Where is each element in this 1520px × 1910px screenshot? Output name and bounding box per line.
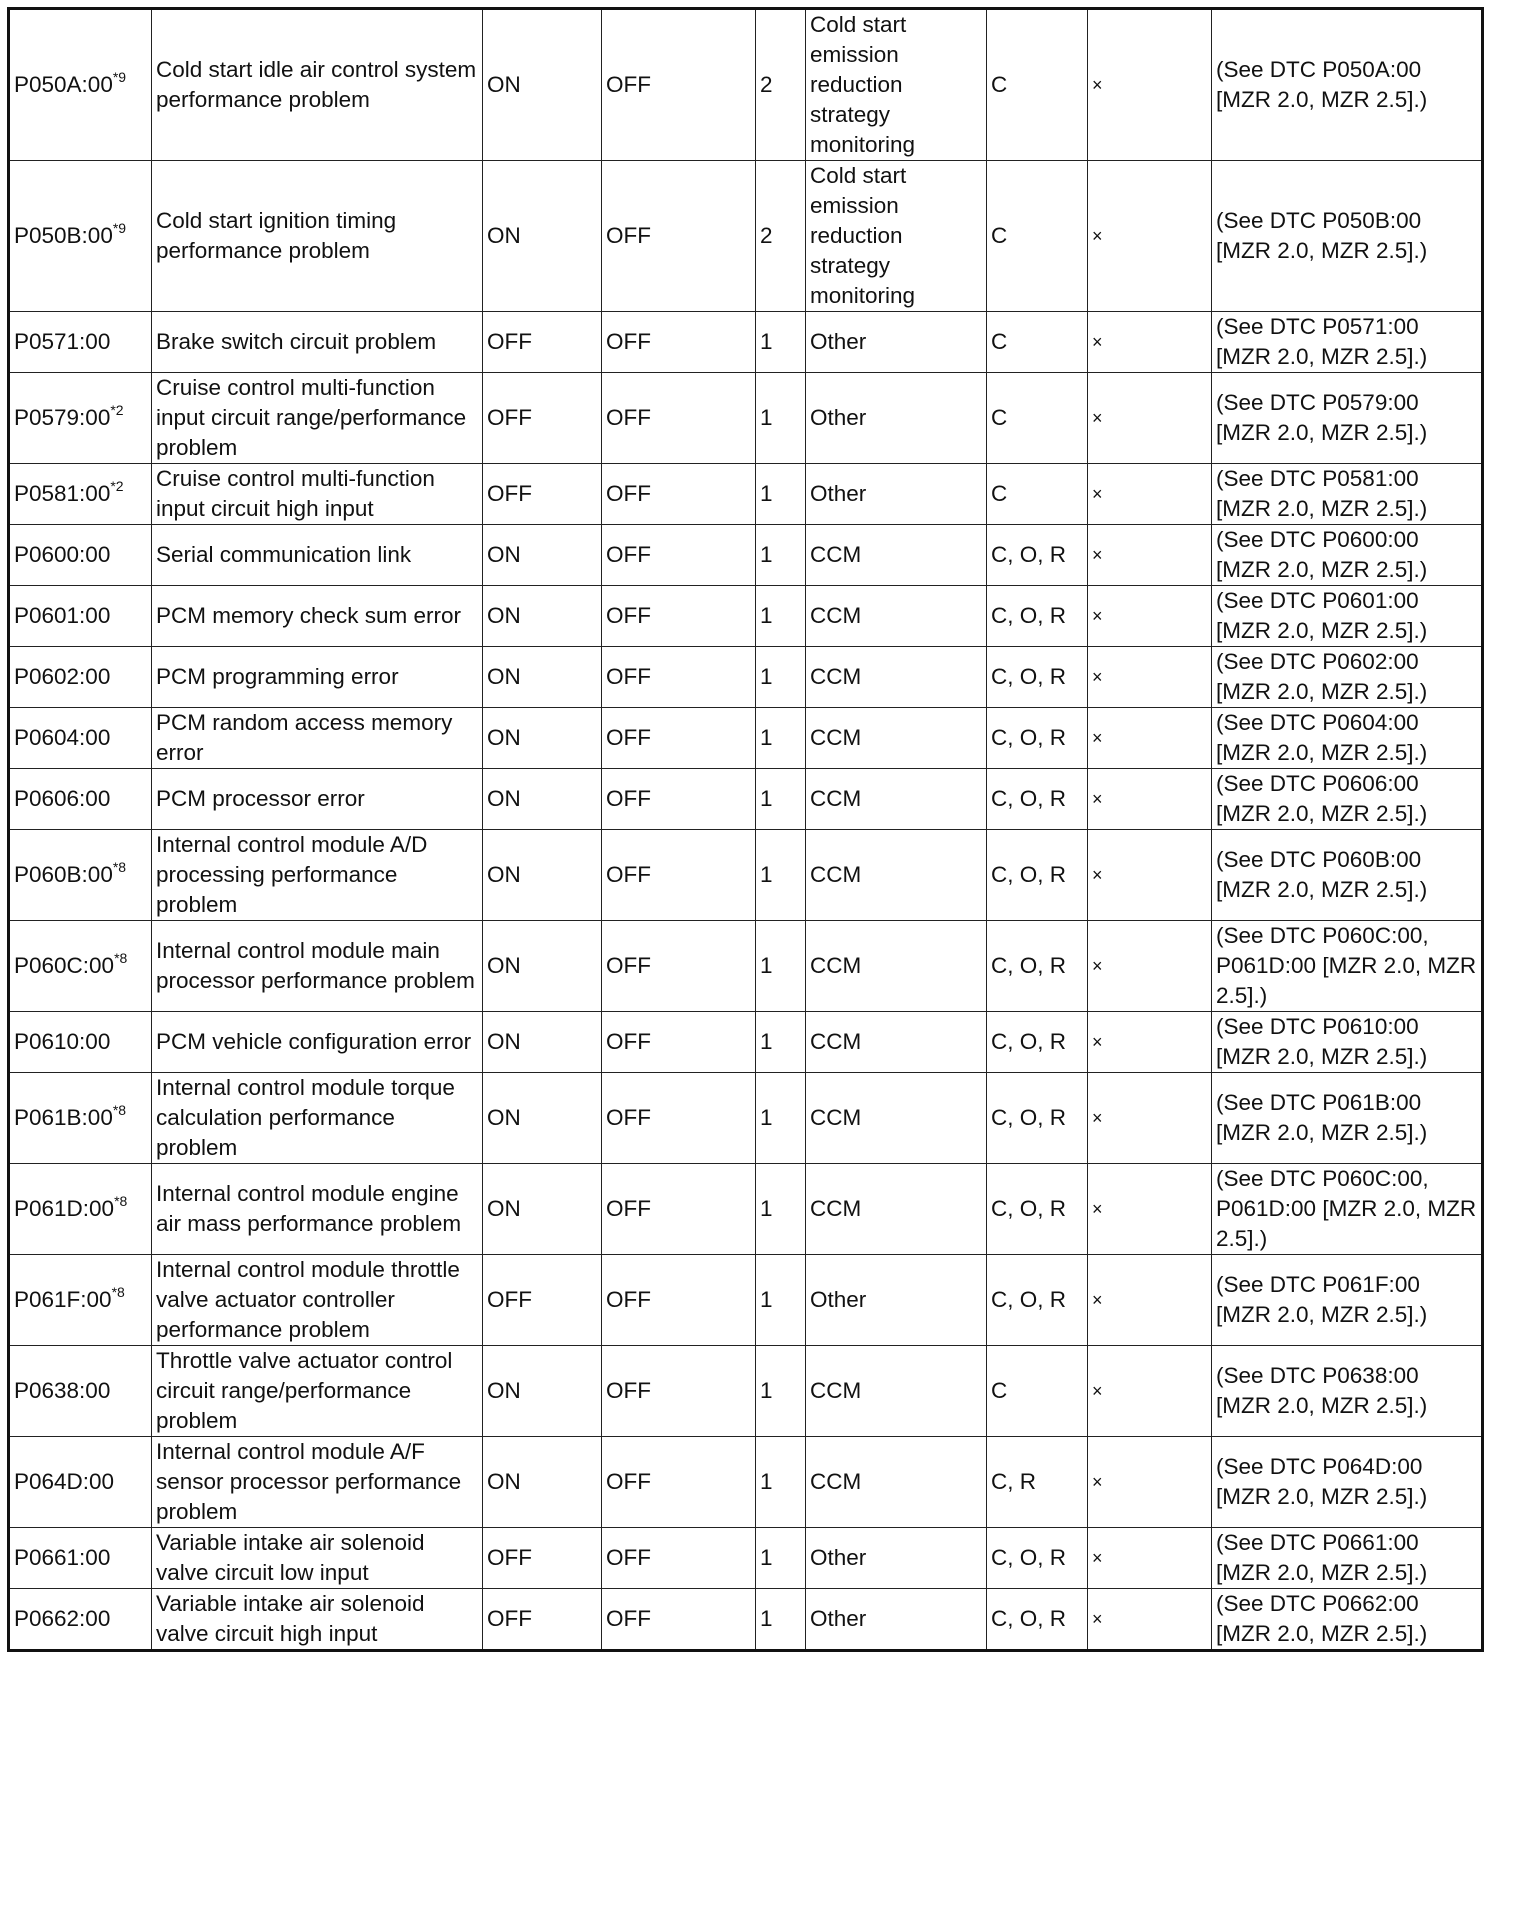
dc-cell: OFF bbox=[602, 1073, 756, 1164]
mark-cell: × bbox=[1088, 525, 1212, 586]
dtc-code: P061B:00 bbox=[14, 1105, 113, 1130]
mil-cell: ON bbox=[483, 1073, 602, 1164]
monitor-cell: CCM bbox=[806, 525, 987, 586]
dtc-code: P061F:00 bbox=[14, 1287, 112, 1312]
table-row bbox=[9, 1164, 1483, 1255]
table-row bbox=[9, 1437, 1483, 1528]
table-row bbox=[9, 1012, 1483, 1073]
table-row bbox=[9, 586, 1483, 647]
monitor-cell: CCM bbox=[806, 921, 987, 1012]
memory-cell: C bbox=[987, 373, 1088, 464]
dtc-code: P0571:00 bbox=[14, 329, 111, 354]
reference-cell: (See DTC P0581:00 [MZR 2.0, MZR 2.5].) bbox=[1212, 464, 1483, 525]
description-cell: Internal control module engine air mass performance problem bbox=[152, 1164, 483, 1255]
mil-cell: OFF bbox=[483, 373, 602, 464]
description-cell: PCM programming error bbox=[152, 647, 483, 708]
dtc-footnote: *8 bbox=[114, 949, 128, 966]
description-cell: Serial communication link bbox=[152, 525, 483, 586]
reference-cell: (See DTC P0601:00 [MZR 2.0, MZR 2.5].) bbox=[1212, 586, 1483, 647]
table-row bbox=[9, 373, 1483, 464]
dtc-code: P060C:00 bbox=[14, 953, 115, 978]
mil-cell: ON bbox=[483, 1346, 602, 1437]
dtc-code-cell bbox=[9, 1012, 152, 1073]
memory-cell: C, O, R bbox=[987, 769, 1088, 830]
memory-cell: C bbox=[987, 464, 1088, 525]
table-row bbox=[9, 9, 1483, 161]
memory-cell: C bbox=[987, 9, 1088, 161]
table-row bbox=[9, 921, 1483, 1012]
table-row bbox=[9, 525, 1483, 586]
description-cell: Internal control module main processor performance problem bbox=[152, 921, 483, 1012]
dc-cell: OFF bbox=[602, 769, 756, 830]
memory-cell: C, O, R bbox=[987, 1528, 1088, 1589]
monitor-cell: Other bbox=[806, 373, 987, 464]
dtc-footnote: *9 bbox=[112, 219, 127, 236]
memory-cell: C bbox=[987, 312, 1088, 373]
table-row bbox=[9, 1589, 1483, 1651]
trip-cell: 2 bbox=[756, 9, 806, 161]
dc-cell: OFF bbox=[602, 373, 756, 464]
dtc-code-cell bbox=[9, 9, 152, 161]
memory-cell: C, O, R bbox=[987, 1589, 1088, 1651]
memory-cell: C, O, R bbox=[987, 1255, 1088, 1346]
mark-cell: × bbox=[1088, 708, 1212, 769]
monitor-cell: CCM bbox=[806, 1164, 987, 1255]
mark-cell: × bbox=[1088, 769, 1212, 830]
dc-cell: OFF bbox=[602, 830, 756, 921]
dtc-code-cell bbox=[9, 1255, 152, 1346]
dtc-table bbox=[7, 7, 1484, 1652]
dc-cell: OFF bbox=[602, 586, 756, 647]
reference-cell: (See DTC P0638:00 [MZR 2.0, MZR 2.5].) bbox=[1212, 1346, 1483, 1437]
mil-cell: ON bbox=[483, 769, 602, 830]
mark-cell: × bbox=[1088, 1164, 1212, 1255]
memory-cell: C, O, R bbox=[987, 525, 1088, 586]
dtc-footnote: *8 bbox=[114, 1192, 128, 1209]
dtc-code: P0601:00 bbox=[14, 603, 111, 628]
mark-cell: × bbox=[1088, 161, 1212, 312]
dtc-table-body bbox=[9, 9, 1483, 1651]
reference-cell: (See DTC P0600:00 [MZR 2.0, MZR 2.5].) bbox=[1212, 525, 1483, 586]
dtc-code: P0581:00 bbox=[14, 481, 111, 506]
mil-cell: ON bbox=[483, 1012, 602, 1073]
mil-cell: ON bbox=[483, 525, 602, 586]
dc-cell: OFF bbox=[602, 708, 756, 769]
dtc-footnote: *8 bbox=[112, 858, 127, 875]
monitor-cell: CCM bbox=[806, 1346, 987, 1437]
description-cell: PCM vehicle configuration error bbox=[152, 1012, 483, 1073]
table-row bbox=[9, 312, 1483, 373]
mark-cell: × bbox=[1088, 373, 1212, 464]
monitor-cell: CCM bbox=[806, 1012, 987, 1073]
table-row bbox=[9, 1346, 1483, 1437]
dtc-code-cell bbox=[9, 586, 152, 647]
mil-cell: ON bbox=[483, 1437, 602, 1528]
monitor-cell: Other bbox=[806, 312, 987, 373]
dtc-code-cell bbox=[9, 1528, 152, 1589]
monitor-cell: CCM bbox=[806, 586, 987, 647]
dtc-code-cell bbox=[9, 769, 152, 830]
dtc-code-cell bbox=[9, 464, 152, 525]
dc-cell: OFF bbox=[602, 1528, 756, 1589]
dtc-code: P0638:00 bbox=[14, 1378, 111, 1403]
description-cell: Variable intake air solenoid valve circuit high input bbox=[152, 1589, 483, 1651]
memory-cell: C, O, R bbox=[987, 586, 1088, 647]
description-cell: Cold start ignition timing performance problem bbox=[152, 161, 483, 312]
dc-cell: OFF bbox=[602, 647, 756, 708]
reference-cell: (See DTC P0661:00 [MZR 2.0, MZR 2.5].) bbox=[1212, 1528, 1483, 1589]
dtc-footnote: *8 bbox=[111, 1283, 125, 1300]
mark-cell: × bbox=[1088, 312, 1212, 373]
description-cell: Cold start idle air control system performance problem bbox=[152, 9, 483, 161]
dtc-code: P0606:00 bbox=[14, 786, 111, 811]
reference-cell: (See DTC P0571:00 [MZR 2.0, MZR 2.5].) bbox=[1212, 312, 1483, 373]
dtc-code-cell bbox=[9, 525, 152, 586]
memory-cell: C, O, R bbox=[987, 1073, 1088, 1164]
dc-cell: OFF bbox=[602, 1255, 756, 1346]
dtc-code-cell bbox=[9, 708, 152, 769]
dtc-code: P0602:00 bbox=[14, 664, 111, 689]
monitor-cell: CCM bbox=[806, 769, 987, 830]
monitor-cell: Cold start emission reduction strategy monitoring bbox=[806, 9, 987, 161]
reference-cell: (See DTC P061B:00 [MZR 2.0, MZR 2.5].) bbox=[1212, 1073, 1483, 1164]
dc-cell: OFF bbox=[602, 464, 756, 525]
reference-cell: (See DTC P0610:00 [MZR 2.0, MZR 2.5].) bbox=[1212, 1012, 1483, 1073]
trip-cell: 1 bbox=[756, 312, 806, 373]
dtc-code: P0604:00 bbox=[14, 725, 111, 750]
reference-cell: (See DTC P060B:00 [MZR 2.0, MZR 2.5].) bbox=[1212, 830, 1483, 921]
dc-cell: OFF bbox=[602, 1164, 756, 1255]
table-row bbox=[9, 1255, 1483, 1346]
trip-cell: 1 bbox=[756, 1589, 806, 1651]
dc-cell: OFF bbox=[602, 921, 756, 1012]
mark-cell: × bbox=[1088, 1528, 1212, 1589]
trip-cell: 1 bbox=[756, 1073, 806, 1164]
dc-cell: OFF bbox=[602, 525, 756, 586]
dtc-code-cell bbox=[9, 1437, 152, 1528]
reference-cell: (See DTC P0579:00 [MZR 2.0, MZR 2.5].) bbox=[1212, 373, 1483, 464]
dtc-code-cell bbox=[9, 161, 152, 312]
monitor-cell: Other bbox=[806, 1255, 987, 1346]
mark-cell: × bbox=[1088, 9, 1212, 161]
monitor-cell: Other bbox=[806, 1589, 987, 1651]
dtc-code: P0579:00 bbox=[14, 405, 111, 430]
table-row bbox=[9, 647, 1483, 708]
table-row bbox=[9, 464, 1483, 525]
dtc-code: P0600:00 bbox=[14, 542, 111, 567]
table-row bbox=[9, 708, 1483, 769]
dc-cell: OFF bbox=[602, 1437, 756, 1528]
description-cell: Internal control module throttle valve actuator controller performance problem bbox=[152, 1255, 483, 1346]
monitor-cell: CCM bbox=[806, 708, 987, 769]
mark-cell: × bbox=[1088, 1346, 1212, 1437]
trip-cell: 1 bbox=[756, 1346, 806, 1437]
description-cell: Brake switch circuit problem bbox=[152, 312, 483, 373]
table-row bbox=[9, 769, 1483, 830]
dc-cell: OFF bbox=[602, 312, 756, 373]
mark-cell: × bbox=[1088, 830, 1212, 921]
mil-cell: OFF bbox=[483, 1528, 602, 1589]
mil-cell: ON bbox=[483, 1164, 602, 1255]
dtc-code-cell bbox=[9, 373, 152, 464]
monitor-cell: CCM bbox=[806, 830, 987, 921]
mil-cell: OFF bbox=[483, 312, 602, 373]
description-cell: PCM memory check sum error bbox=[152, 586, 483, 647]
dtc-code-cell bbox=[9, 921, 152, 1012]
mil-cell: ON bbox=[483, 921, 602, 1012]
mil-cell: OFF bbox=[483, 1589, 602, 1651]
mark-cell: × bbox=[1088, 1255, 1212, 1346]
dtc-code: P061D:00 bbox=[14, 1196, 115, 1221]
reference-cell: (See DTC P060C:00, P061D:00 [MZR 2.0, MZR 2.5].) bbox=[1212, 921, 1483, 1012]
trip-cell: 1 bbox=[756, 1012, 806, 1073]
monitor-cell: CCM bbox=[806, 1073, 987, 1164]
dtc-code-cell bbox=[9, 1346, 152, 1437]
trip-cell: 1 bbox=[756, 921, 806, 1012]
reference-cell: (See DTC P0604:00 [MZR 2.0, MZR 2.5].) bbox=[1212, 708, 1483, 769]
memory-cell: C, O, R bbox=[987, 830, 1088, 921]
trip-cell: 1 bbox=[756, 1437, 806, 1528]
reference-cell: (See DTC P060C:00, P061D:00 [MZR 2.0, MZR 2.5].) bbox=[1212, 1164, 1483, 1255]
trip-cell: 1 bbox=[756, 647, 806, 708]
dc-cell: OFF bbox=[602, 161, 756, 312]
mil-cell: OFF bbox=[483, 464, 602, 525]
table-row bbox=[9, 830, 1483, 921]
mark-cell: × bbox=[1088, 586, 1212, 647]
trip-cell: 1 bbox=[756, 769, 806, 830]
dtc-code: P0610:00 bbox=[14, 1029, 111, 1054]
dtc-code: P050B:00 bbox=[14, 223, 113, 248]
dc-cell: OFF bbox=[602, 1589, 756, 1651]
dc-cell: OFF bbox=[602, 9, 756, 161]
trip-cell: 1 bbox=[756, 830, 806, 921]
mark-cell: × bbox=[1088, 1012, 1212, 1073]
table-row bbox=[9, 161, 1483, 312]
memory-cell: C, O, R bbox=[987, 1164, 1088, 1255]
dtc-code-cell bbox=[9, 1073, 152, 1164]
monitor-cell: CCM bbox=[806, 1437, 987, 1528]
dtc-code: P064D:00 bbox=[14, 1469, 115, 1494]
dtc-code-cell bbox=[9, 312, 152, 373]
mark-cell: × bbox=[1088, 921, 1212, 1012]
dtc-footnote: *2 bbox=[110, 401, 124, 418]
dtc-code: P0662:00 bbox=[14, 1606, 111, 1631]
dtc-code: P050A:00 bbox=[14, 72, 113, 97]
mark-cell: × bbox=[1088, 1589, 1212, 1651]
monitor-cell: Cold start emission reduction strategy monitoring bbox=[806, 161, 987, 312]
memory-cell: C bbox=[987, 161, 1088, 312]
mark-cell: × bbox=[1088, 1437, 1212, 1528]
dtc-code-cell bbox=[9, 1589, 152, 1651]
dtc-code-cell bbox=[9, 647, 152, 708]
table-row bbox=[9, 1528, 1483, 1589]
trip-cell: 1 bbox=[756, 1528, 806, 1589]
description-cell: Throttle valve actuator control circuit range/performance problem bbox=[152, 1346, 483, 1437]
mark-cell: × bbox=[1088, 647, 1212, 708]
description-cell: Internal control module A/F sensor processor performance problem bbox=[152, 1437, 483, 1528]
mil-cell: OFF bbox=[483, 1255, 602, 1346]
memory-cell: C, O, R bbox=[987, 921, 1088, 1012]
memory-cell: C, O, R bbox=[987, 647, 1088, 708]
reference-cell: (See DTC P0606:00 [MZR 2.0, MZR 2.5].) bbox=[1212, 769, 1483, 830]
dtc-code-cell bbox=[9, 830, 152, 921]
reference-cell: (See DTC P0662:00 [MZR 2.0, MZR 2.5].) bbox=[1212, 1589, 1483, 1651]
memory-cell: C, O, R bbox=[987, 708, 1088, 769]
trip-cell: 1 bbox=[756, 586, 806, 647]
memory-cell: C bbox=[987, 1346, 1088, 1437]
description-cell: Variable intake air solenoid valve circuit low input bbox=[152, 1528, 483, 1589]
table-row bbox=[9, 1073, 1483, 1164]
description-cell: PCM random access memory error bbox=[152, 708, 483, 769]
mil-cell: ON bbox=[483, 708, 602, 769]
monitor-cell: Other bbox=[806, 464, 987, 525]
description-cell: PCM processor error bbox=[152, 769, 483, 830]
trip-cell: 1 bbox=[756, 525, 806, 586]
reference-cell: (See DTC P064D:00 [MZR 2.0, MZR 2.5].) bbox=[1212, 1437, 1483, 1528]
trip-cell: 1 bbox=[756, 373, 806, 464]
memory-cell: C, O, R bbox=[987, 1012, 1088, 1073]
trip-cell: 2 bbox=[756, 161, 806, 312]
dtc-footnote: *2 bbox=[110, 477, 124, 494]
description-cell: Internal control module torque calculation performance problem bbox=[152, 1073, 483, 1164]
mil-cell: ON bbox=[483, 9, 602, 161]
dtc-footnote: *9 bbox=[112, 68, 127, 85]
mark-cell: × bbox=[1088, 464, 1212, 525]
reference-cell: (See DTC P061F:00 [MZR 2.0, MZR 2.5].) bbox=[1212, 1255, 1483, 1346]
reference-cell: (See DTC P050A:00 [MZR 2.0, MZR 2.5].) bbox=[1212, 9, 1483, 161]
trip-cell: 1 bbox=[756, 708, 806, 769]
dtc-code: P0661:00 bbox=[14, 1545, 111, 1570]
mil-cell: ON bbox=[483, 161, 602, 312]
mil-cell: ON bbox=[483, 586, 602, 647]
mark-cell: × bbox=[1088, 1073, 1212, 1164]
monitor-cell: CCM bbox=[806, 647, 987, 708]
trip-cell: 1 bbox=[756, 464, 806, 525]
dtc-code-cell bbox=[9, 1164, 152, 1255]
monitor-cell: Other bbox=[806, 1528, 987, 1589]
reference-cell: (See DTC P0602:00 [MZR 2.0, MZR 2.5].) bbox=[1212, 647, 1483, 708]
dc-cell: OFF bbox=[602, 1012, 756, 1073]
reference-cell: (See DTC P050B:00 [MZR 2.0, MZR 2.5].) bbox=[1212, 161, 1483, 312]
trip-cell: 1 bbox=[756, 1164, 806, 1255]
description-cell: Cruise control multi-function input circuit range/performance problem bbox=[152, 373, 483, 464]
description-cell: Internal control module A/D processing performance problem bbox=[152, 830, 483, 921]
memory-cell: C, R bbox=[987, 1437, 1088, 1528]
mil-cell: ON bbox=[483, 647, 602, 708]
dtc-footnote: *8 bbox=[112, 1101, 127, 1118]
dtc-code: P060B:00 bbox=[14, 862, 113, 887]
description-cell: Cruise control multi-function input circuit high input bbox=[152, 464, 483, 525]
mil-cell: ON bbox=[483, 830, 602, 921]
dc-cell: OFF bbox=[602, 1346, 756, 1437]
dtc-table-page bbox=[7, 7, 1481, 1652]
trip-cell: 1 bbox=[756, 1255, 806, 1346]
